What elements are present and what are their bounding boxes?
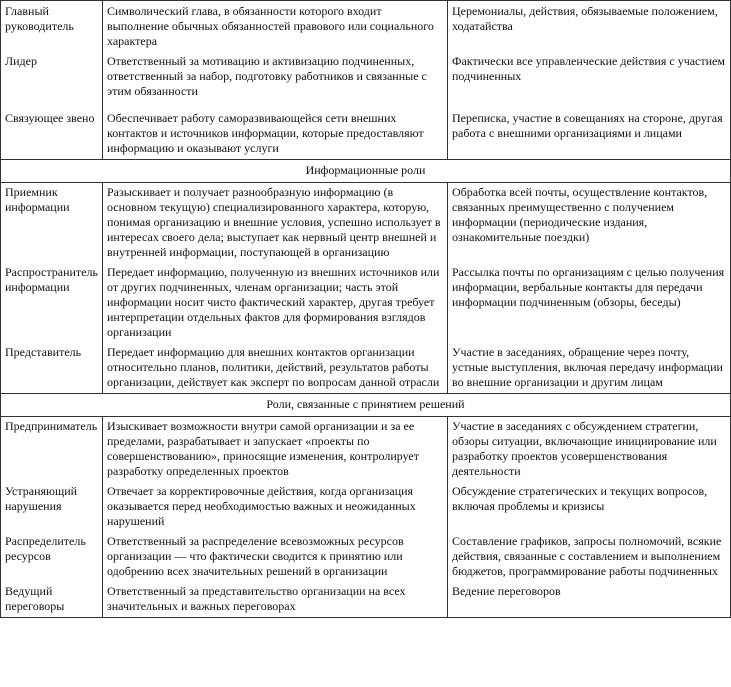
role-name: Главный руководитель: [1, 1, 103, 53]
role-description: Ответственный за представительство организации на всех значительных и важных переговорах: [103, 582, 448, 618]
role-name: Связующее звено: [1, 102, 103, 160]
section-title-decision: Роли, связанные с принятием решений: [1, 394, 731, 417]
role-name: Предприниматель: [1, 417, 103, 483]
role-activity: Обсуждение стратегических и текущих вопросов, включая проблемы и кризисы: [448, 482, 731, 532]
table-row: [1, 102, 731, 160]
role-description: Символический глава, в обязанности которого входит выполнение обычных обязанностей правового или социального характера: [103, 1, 448, 53]
role-name: Ведущий переговоры: [1, 582, 103, 618]
role-name: Распространитель информации: [1, 263, 103, 343]
role-activity: Ведение переговоров: [448, 582, 731, 618]
role-description: Обеспечивает работу саморазвивающейся сети внешних контактов и источников информации, которые предоставляют информацию и оказывают услуги: [103, 102, 448, 160]
role-description: Передает информацию для внешних контактов организации относительно планов, политики, действий, результатов работы организации, действует как эксперт по вопросам данной отрасли: [103, 343, 448, 394]
section-header-row: [1, 160, 731, 183]
section-header-row: [1, 394, 731, 417]
role-activity: Составление графиков, запросы полномочий, всякие действия, связанные с составлением и выполнением бюджетов, программирование работы подчиненных: [448, 532, 731, 582]
table-row: [1, 417, 731, 483]
role-description: Ответственный за мотивацию и активизацию подчиненных, ответственный за набор, подготовку работников и связанные с этим обязанности: [103, 52, 448, 102]
table-row: [1, 263, 731, 343]
role-description: Передает информацию, полученную из внешних источников или от других подчиненных, членам организации; часть этой информации носит чисто фактический характер, другая требует интерпретации отдельных фактов для формирования взглядов организации: [103, 263, 448, 343]
role-activity: Участие в заседаниях, обращение через почту, устные выступления, включая передачу информации во внешние организации и другим лицам: [448, 343, 731, 394]
role-description: Разыскивает и получает разнообразную информацию (в основном текущую) специализированного характера, которую, понимая организацию и внешние условия, успешно использует в интересах своего дела; выступает как нервный центр внешней и внутренней информации, поступающей в организацию: [103, 183, 448, 264]
role-description: Изыскивает возможности внутри самой организации и за ее пределами, разрабатывает и запускает «проекты по совершенствованию», приносящие изменения, контролирует разработку определенных проектов: [103, 417, 448, 483]
role-activity: Церемониалы, действия, обязываемые положением, ходатайства: [448, 1, 731, 53]
role-activity: Обработка всей почты, осуществление контактов, связанных преимущественно с получением информации (периодические издания, ознакомительные поездки): [448, 183, 731, 264]
table-row: [1, 343, 731, 394]
table-row: [1, 183, 731, 264]
role-activity: Переписка, участие в совещаниях на стороне, другая работа с внешними организациями и лицами: [448, 102, 731, 160]
section-title-information: Информационные роли: [1, 160, 731, 183]
role-activity: Участие в заседаниях с обсуждением стратегии, обзоры ситуации, включающие инициирование или разработку проектов усовершенствования деятельности: [448, 417, 731, 483]
role-name: Устраняющий нарушения: [1, 482, 103, 532]
role-activity: Фактически все управленческие действия с участием подчиненных: [448, 52, 731, 102]
role-name: Представитель: [1, 343, 103, 394]
role-name: Лидер: [1, 52, 103, 102]
role-activity: Рассылка почты по организациям с целью получения информации, вербальные контакты для передачи информации подчиненным (обзоры, беседы): [448, 263, 731, 343]
table-row: [1, 1, 731, 53]
role-name: Приемник информации: [1, 183, 103, 264]
role-description: Ответственный за распределение всевозможных ресурсов организации — что фактически сводится к принятию или одобрению всех значительных решений в организации: [103, 532, 448, 582]
table-row: [1, 582, 731, 618]
table-row: [1, 52, 731, 102]
role-description: Отвечает за корректировочные действия, когда организация оказывается перед необходимостью важных и неожиданных нарушений: [103, 482, 448, 532]
role-name: Распределитель ресурсов: [1, 532, 103, 582]
table-row: [1, 482, 731, 532]
table-row: [1, 532, 731, 582]
